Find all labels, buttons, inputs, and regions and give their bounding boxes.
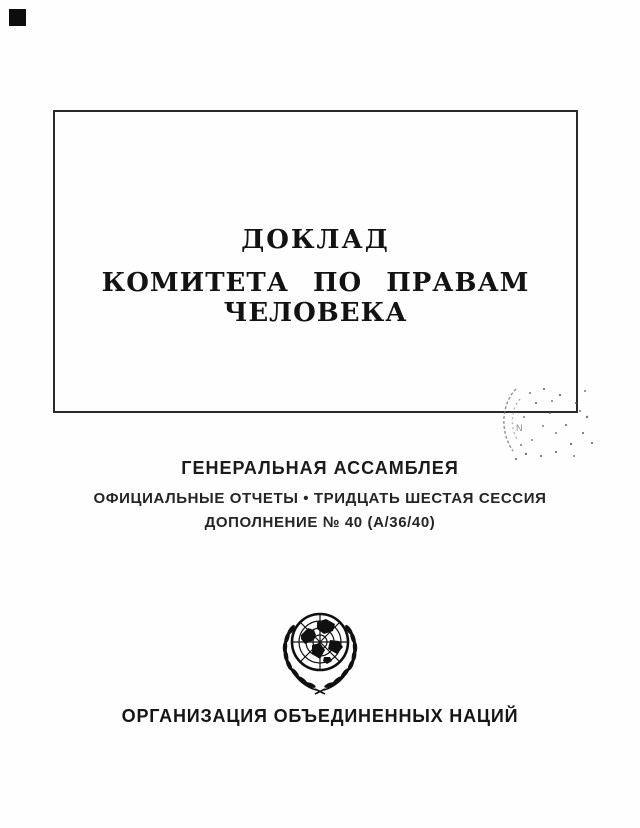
un-emblem-icon	[272, 602, 368, 698]
organization-name: ОРГАНИЗАЦИЯ ОБЪЕДИНЕННЫХ НАЦИЙ	[121, 706, 519, 726]
stamp-letter: N	[516, 423, 523, 433]
assembly-block	[0, 458, 640, 531]
stamp-speckles	[515, 388, 593, 460]
assembly-supplement: ДОПОЛНЕНИЕ № 40 (А/36/40)	[204, 514, 436, 531]
report-subtitle: КОМИТЕТА ПО ПРАВАМ ЧЕЛОВЕКА	[101, 268, 530, 328]
assembly-subtitle: ОФИЦИАЛЬНЫЕ ОТЧЕТЫ • ТРИДЦАТЬ ШЕСТАЯ СЕССИЯ	[93, 490, 547, 507]
assembly-title: ГЕНЕРАЛЬНАЯ АССАМБЛЕЯ	[181, 458, 459, 478]
title-box	[53, 110, 578, 413]
scan-corner-mark	[9, 9, 26, 26]
receipt-stamp-icon	[486, 383, 598, 467]
report-title: ДОКЛАД	[241, 225, 390, 255]
